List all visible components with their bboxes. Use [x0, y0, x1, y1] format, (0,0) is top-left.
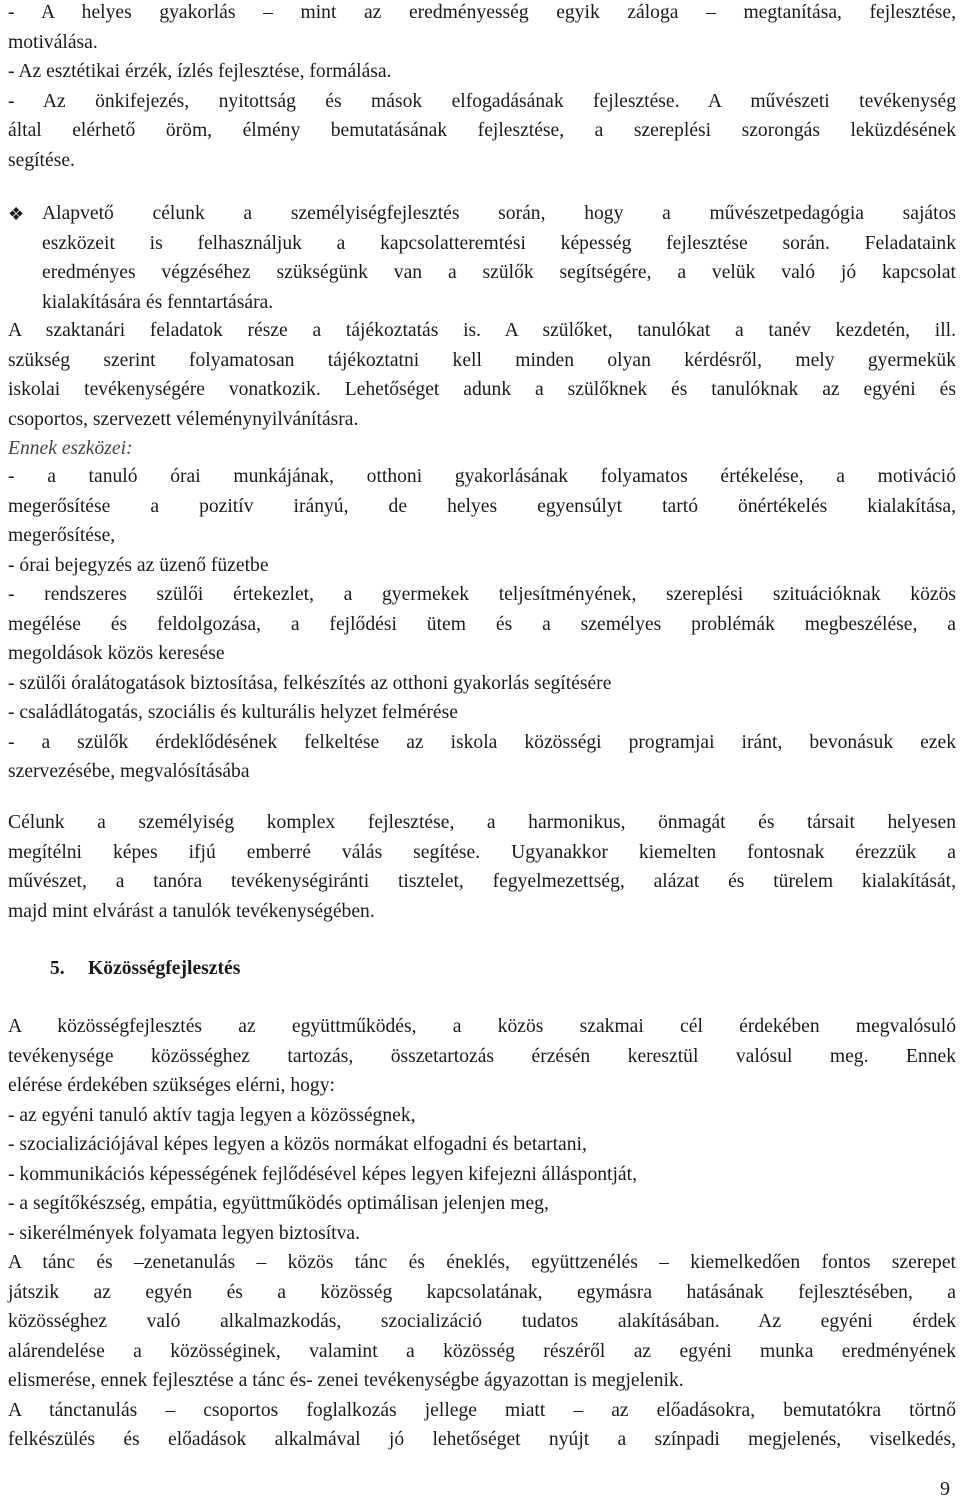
eszkozei-line: - órai bejegyzés az üzenő füzetbe — [8, 554, 269, 576]
eszkozei-line: - a szülők érdeklődésének felkeltése az iskola közösségi programjai iránt, bevonásuk ezek — [8, 731, 956, 753]
section-title: Közösségfejlesztés — [88, 958, 241, 979]
kozosseg-line: elérése érdekében szükséges elérni, hogy: — [8, 1075, 335, 1096]
eszkozei-line: - szülői óralátogatások biztosítása, felkészítés az otthoni gyakorlás segítésére — [8, 672, 612, 694]
intro-line: által elérhető öröm, élmény bemutatásának fejlesztése, a szereplési szorongás leküzdésének — [8, 120, 956, 141]
kozosseg-line: közösséghez való alkalmazkodás, szocializáció tudatos alakításában. Az egyéni érdek — [8, 1311, 956, 1332]
kozosseg-line: - szocializációjával képes legyen a közös normákat elfogadni és betartani, — [8, 1134, 587, 1155]
intro-line: - Az önkifejezés, nyitottság és mások elfogadásának fejlesztése. A művészeti tevékenység — [8, 90, 956, 112]
bullet-line: eszközeit is felhasználjuk a kapcsolatteremtési képesség fejlesztése során. Feladataink — [42, 232, 956, 254]
eszkozei-line: - családlátogatás, szociális és kulturális helyzet felmérése — [8, 702, 458, 723]
eszkozei-line: szervezésébe, megvalósításába — [8, 761, 250, 782]
eszkozei-line: megélése és feldolgozása, a fejlődési ütem és a személyes problémák megbeszélése, a — [8, 613, 956, 635]
kozosseg-line: - sikerélmények folyamata legyen biztosítva. — [8, 1222, 361, 1244]
kozosseg-line: elismerése, ennek fejlesztése a tánc és- zenei tevékenységbe ágyazottan is megjelenik. — [8, 1370, 684, 1391]
page-number: 9 — [940, 1478, 950, 1500]
intro-line: - A helyes gyakorlás – mint az eredményesség egyik záloga – megtanítása, fejlesztése, — [8, 2, 956, 23]
kozosseg-line: - a segítőkészség, empátia, együttműködés optimálisan jelenjen meg, — [8, 1193, 549, 1214]
intro-line: motiválása. — [8, 31, 98, 53]
eszkozei-line: megerősítése a pozitív irányú, de helyes egyensúlyt tartó önértékelés kialakítása, — [8, 495, 956, 517]
bullet-line: kialakítására és fenntartására. — [42, 291, 274, 313]
bullet-line: Alapvető célunk a személyiségfejlesztés során, hogy a művészetpedagógia sajátos — [42, 203, 956, 224]
eszkozei-line: - a tanuló órai munkájának, otthoni gyakorlásának folyamatos értékelése, a motiváció — [8, 466, 956, 487]
paragraph-line: A szaktanári feladatok része a tájékoztatás is. A szülőket, tanulókat a tanév kezdetén, ill. — [8, 320, 956, 341]
celunk-line: majd mint elvárást a tanulók tevékenységében. — [8, 900, 375, 922]
kozosseg-line: - kommunikációs képességének fejlődésével képes legyen kifejezni álláspontját, — [8, 1163, 637, 1185]
bullet-line: eredményes végzéséhez szükségünk van a szülők segítségére, a velük való jó kapcsolat — [42, 262, 956, 283]
paragraph-line: csoportos, szervezett véleménynyilvánításra. — [8, 408, 359, 430]
eszkozei-line: megerősítése, — [8, 525, 116, 546]
intro-line: segítése. — [8, 149, 75, 171]
intro-line: - Az esztétikai érzék, ízlés fejlesztése, formálása. — [8, 61, 392, 82]
celunk-line: megítélni képes ifjú emberré válás segítése. Ugyanakkor kiemelten fontosnak érezzük a — [8, 841, 956, 863]
diamond-bullet-icon: ❖ — [8, 204, 25, 224]
kozosseg-line: A tánctanulás – csoportos foglalkozás jellege miatt – az előadásokra, bemutatókra törtnő — [8, 1399, 956, 1421]
kozosseg-line: A tánc és –zenetanulás – közös tánc és éneklés, együttzenélés – kiemelkedően fontos szerepet — [8, 1252, 956, 1273]
kozosseg-line: A közösségfejlesztés az együttműködés, a közös szakmai cél érdekében megvalósuló — [8, 1016, 956, 1037]
celunk-line: művészet, a tanóra tevékenységiránti tisztelet, fegyelmezettség, alázat és türelem kialakítását, — [8, 871, 956, 892]
kozosseg-line: - az egyéni tanuló aktív tagja legyen a közösségnek, — [8, 1104, 416, 1126]
kozosseg-line: felkészülés és előadások alkalmával jó lehetőséget nyújt a színpadi megjelenés, viselkedés, — [8, 1429, 956, 1450]
kozosseg-line: tevékenysége közösséghez tartozás, összetartozás érzésén keresztül valósul meg. Ennek — [8, 1045, 956, 1067]
paragraph-line: iskolai tevékenységére vonatkozik. Lehetőséget adunk a szülőknek és tanulóknak az egyéni és — [8, 379, 956, 400]
eszkozei-label: Ennek eszközei: — [8, 438, 133, 459]
celunk-line: Célunk a személyiség komplex fejlesztése, a harmonikus, önmagát és társait helyesen — [8, 812, 956, 833]
kozosseg-line: játszik az egyén és a közösség kapcsolatának, egymásra hatásának fejlesztésében, a — [8, 1281, 956, 1303]
section-heading — [8, 958, 956, 980]
eszkozei-line: - rendszeres szülői értekezlet, a gyermekek teljesítményének, szereplési szituációknak közös — [8, 584, 956, 605]
kozosseg-line: alárendelése a közösséginek, valamint a közösség részéről az egyéni munka eredményének — [8, 1340, 956, 1362]
eszkozei-line: megoldások közös keresése — [8, 643, 225, 664]
section-number: 5. — [50, 958, 65, 979]
paragraph-line: szükség szerint folyamatosan tájékoztatni kell minden olyan kérdésről, mely gyermekük — [8, 349, 956, 371]
